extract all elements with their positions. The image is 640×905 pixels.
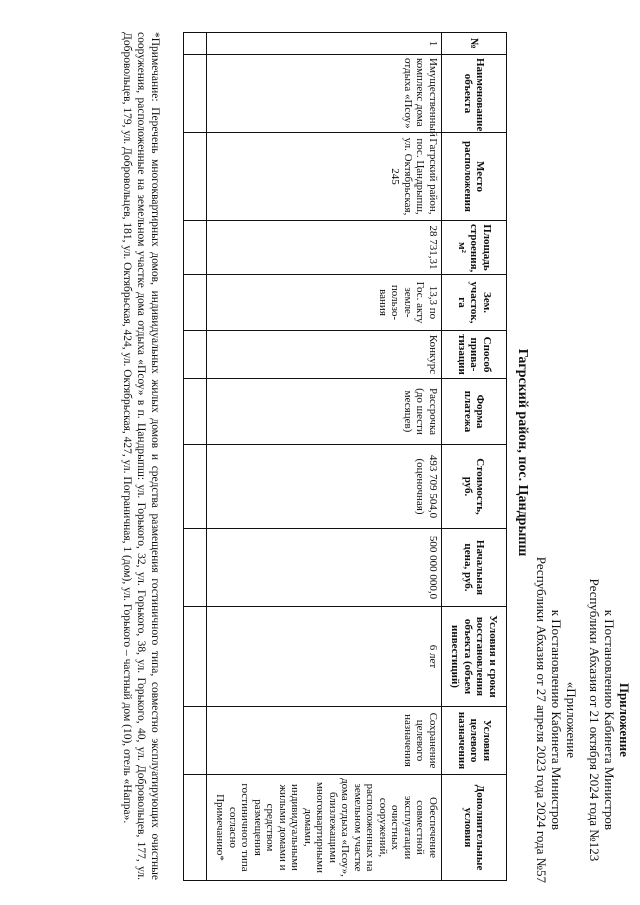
cell-location: Гагрский район, пос. Цандрыпш, ул. Октябрьская, 245 [207,133,442,221]
cell-method: Конкурс [207,331,442,379]
table-row-empty [184,33,207,881]
column-header: Площадь строения, м² [442,221,507,275]
column-header: Условия и сроки восстановления объекта (объем инвестиций) [442,607,507,707]
column-header: Условия целевого назначения [442,707,507,775]
footnote: *Примечание: Перечень многоквартирных домов, индивидуальных жилых домов и средства размещения гостиничного типа, совместно эксплуатирующих очистные сооружения, расположенные на земельном участке дома отдыха «Псоу» в п. Цандрыпш: ул. Горького, 32, ул. Горького, 38, ул. Горького, 40, ул. Добровольцев, 177, ул. Добровольцев, 179, ул. Добровольцев, 181, ул. Октябрьская, 424, ул. Октябрьская, 427, ул. Пограничная, 1 (дом), ул. Горького – частный дом (10), отель «Напра». [121,32,161,880]
table-row [207,33,442,881]
region-title: Гагрский район, пос. Цандрыпш [515,348,530,557]
column-header: Наименование объекта [442,55,507,133]
header-line: к Постановлению Кабинета Министров [549,609,564,831]
cell-restore: 6 лет [207,607,442,707]
column-header: Начальная цена, руб. [442,529,507,607]
column-header: № [442,33,507,55]
document-header [534,557,632,883]
column-header: Дополнительные условия [442,775,507,881]
cell-land: 13,3 по Гос. акту земле-пользо-вания [207,275,442,331]
cell-purpose: Сохранение целевого назначения [207,707,442,775]
cell-name: Имущественный комплекс дома отдыха «Псоу» [207,55,442,133]
privatization-table [183,32,507,881]
column-header: Место расположения [442,133,507,221]
cell-num: 1 [207,33,442,55]
header-line: к Постановлению Кабинета Министров [602,609,617,831]
cell-start-price: 500 000 000,0 [207,529,442,607]
cell-cost: 493 709 504,0 (оценочная) [207,445,442,529]
column-header: Способ привa-тизации [442,331,507,379]
cell-extra: Обеспечение совместной эксплуатации очистных сооружений, расположенных на земельном участке дома отдыха «Псоу», близлежащими многоквартирными домами, индивидуальными жилыми домами и средством размещения гостиничного типа согласно Примечанию* [207,775,442,881]
column-header: Стоимость, руб. [442,445,507,529]
cell-area: 28 731,31 [207,221,442,275]
cell-payment: Рассрочка (до шести месяцев) [207,379,442,445]
appendix-title: Приложение [617,682,632,757]
header-line: Республики Абхазия от 27 апреля 2023 года 2024 года №57 [534,556,549,883]
table-header-row [442,33,507,881]
column-header: Форма платежа [442,379,507,445]
header-line: «Приложение [564,681,579,759]
header-line: Республики Абхазия от 21 октября 2024 года №123 [587,578,602,862]
column-header: Зем. участок, га [442,275,507,331]
